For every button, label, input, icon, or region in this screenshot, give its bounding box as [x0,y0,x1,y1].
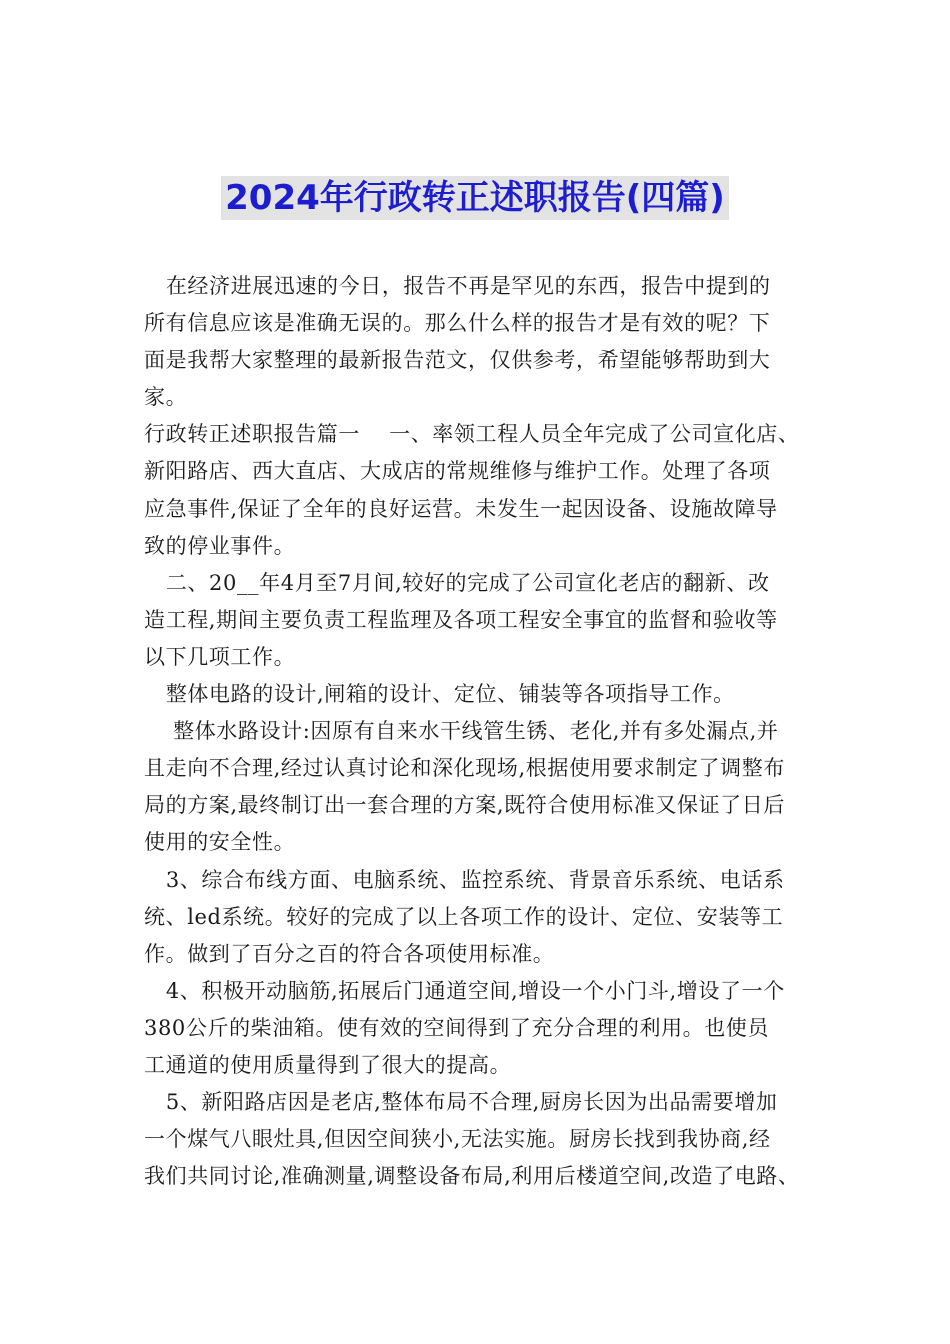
text-line: 所有信息应该是准确无误的。那么什么样的报告才是有效的呢？下 [144,311,771,336]
text-line: 且走向不合理,经过认真讨论和深化现场,根据使用要求制定了调整布 [144,756,785,781]
text-line: 380公斤的柴油箱。使有效的空间得到了充分合理的利用。也使员 [144,1015,770,1040]
text-line: 家。 [144,385,188,410]
document-body [144,268,814,1195]
text-line: 工通道的使用质量得到了很大的提高。 [144,1052,512,1077]
document-title: 2024年行政转正述职报告(四篇) [221,176,729,220]
text-line: 作。做到了百分之百的符合各项使用标准。 [144,941,555,966]
text-line: 整体电路的设计,闸箱的设计、定位、铺装等各项指导工作。 [144,682,735,707]
text-line: 4、积极开动脑筋,拓展后门通道空间,增设一个小门斗,增设了一个 [144,978,785,1003]
text-line: 二、20__年4月至7月间,较好的完成了公司宣化老店的翻新、改 [144,570,770,595]
text-line: 我们共同讨论,准确测量,调整设备布局,利用后楼道空间,改造了电路、 [144,1164,800,1189]
text-line: 面是我帮大家整理的最新报告范文，仅供参考，希望能够帮助到大 [144,348,771,373]
text-line: 应急事件,保证了全年的良好运营。未发生一起因设备、设施故障导 [144,496,778,521]
text-line: 以下几项工作。 [144,644,296,669]
text-line: 新阳路店、西大直店、大成店的常规维修与维护工作。处理了各项 [144,459,771,484]
text-line: 统、led系统。较好的完成了以上各项工作的设计、定位、安装等工 [144,904,784,929]
text-line: 5、新阳路店因是老店,整体布局不合理,厨房长因为出品需要增加 [144,1090,778,1115]
text-line: 一个煤气八眼灶具,但因空间狭小,无法实施。厨房长找到我协商,经 [144,1127,771,1152]
text-line: 在经济进展迅速的今日，报告不再是罕见的东西，报告中提到的 [144,274,771,298]
text-line: 3、综合布线方面、电脑系统、监控系统、背景音乐系统、电话系 [144,867,785,892]
text-line: 局的方案,最终制订出一套合理的方案,既符合使用标准又保证了日后 [144,793,785,818]
text-line: 使用的安全性。 [144,830,296,855]
text-line: 行政转正述职报告篇一 一、率领工程人员全年完成了公司宣化店、 [144,422,800,447]
text-line: 整体水路设计:因原有自来水干线管生锈、老化,并有多处漏点,并 [144,719,779,744]
title-container [0,176,950,220]
text-line: 造工程,期间主要负责工程监理及各项工程安全事宜的监督和验收等 [144,607,778,632]
text-line: 致的停业事件。 [144,533,296,558]
